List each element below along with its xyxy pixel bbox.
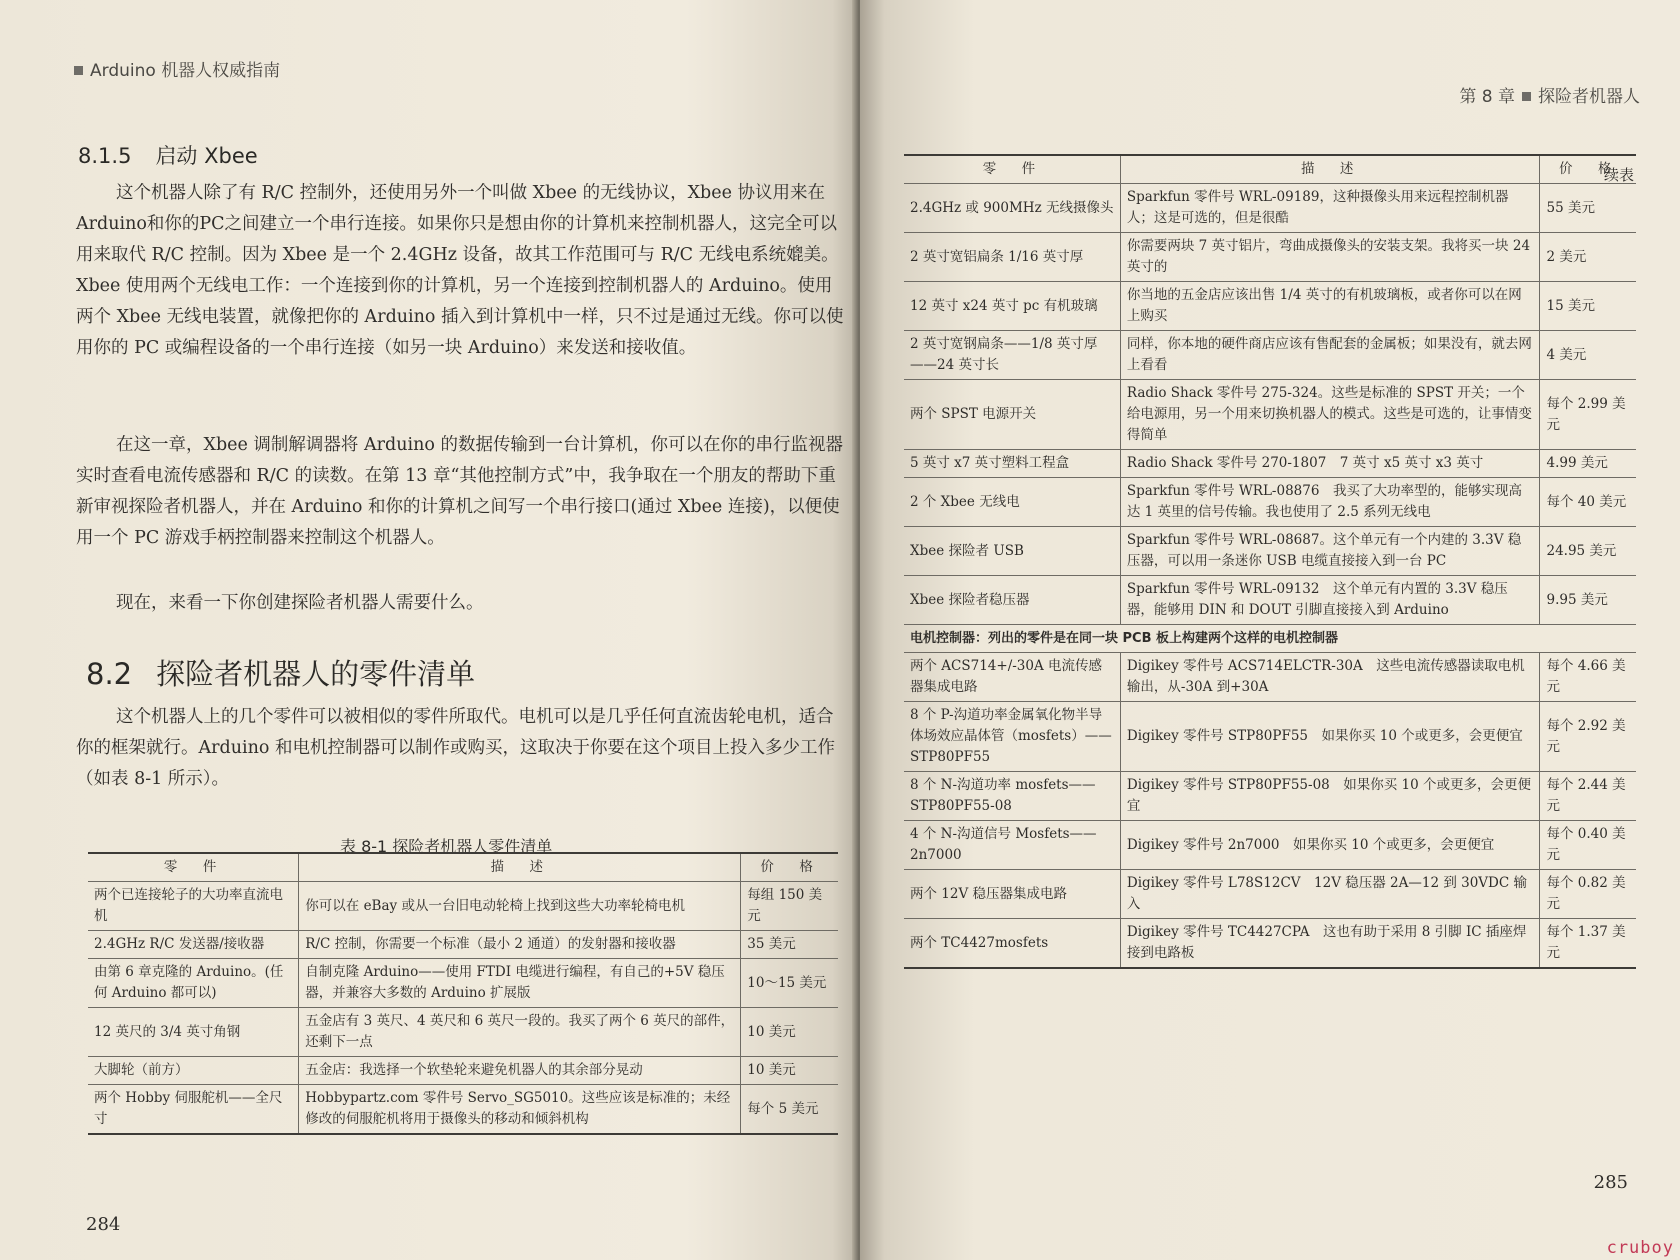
paragraph-parts-intro: 这个机器人上的几个零件可以被相似的零件所取代。电机可以是几乎任何直流齿轮电机，适合你的框架就行。Arduino 和电机控制器可以制作或购买，这取决于你要在这个项目上投入多少工作（如表 8-1 所示）。 [76,707,835,789]
table-row [904,184,1636,233]
table-subheading-row [904,625,1636,653]
page-number-right: 285 [1593,1172,1628,1193]
cell-description: 自制克隆 Arduino——使用 FTDI 电缆进行编程，有自己的+5V 稳压器，并兼容大多数的 Arduino 扩展版 [299,959,741,1008]
watermark: cruboy [1606,1238,1674,1258]
cell-price: 10 美元 [741,1057,838,1085]
cell-description: 五金店有 3 英尺、4 英尺和 6 英尺一段的。我买了两个 6 英尺的部件，还剩下一点 [299,1008,741,1057]
header-price: 价 格 [1540,155,1636,184]
cell-part: Xbee 探险者 USB [904,527,1120,576]
chapter-title: 探险者机器人 [1538,87,1640,107]
section-number: 8.1.5 [78,144,132,168]
cell-part: 两个 12V 稳压器集成电路 [904,870,1120,919]
cell-part: 大脚轮（前方） [88,1057,299,1085]
table-row [88,1008,838,1057]
table-row [904,233,1636,282]
cell-part: 2.4GHz R/C 发送器/接收器 [88,931,299,959]
running-header-left: Arduino 机器人权威指南 [74,56,280,81]
header-price: 价 格 [741,853,838,882]
cell-description: 你需要两块 7 英寸铝片，弯曲成摄像头的安装支架。我将买一块 24 英寸的 [1120,233,1540,282]
cell-price: 每个 1.37 美元 [1540,919,1636,969]
cell-price: 每个 0.40 美元 [1540,821,1636,870]
cell-description: R/C 控制，你需要一个标准（最小 2 通道）的发射器和接收器 [299,931,741,959]
cell-description: Digikey 零件号 L78S12CV 12V 稳压器 2A—12 到 30VDC 输入 [1120,870,1540,919]
table-row [88,882,838,931]
cell-price: 每个 4.66 美元 [1540,653,1636,702]
section-number: 8.2 [86,657,133,691]
continued-label: 续表 [1603,166,1634,184]
table-row [904,380,1636,450]
cell-description: Digikey 零件号 TC4427CPA 这也有助于采用 8 引脚 IC 插座焊接到电路板 [1120,919,1540,969]
cell-part: 两个 Hobby 伺服舵机——全尺寸 [88,1085,299,1135]
table-row [904,870,1636,919]
table-row [904,772,1636,821]
table-row [904,653,1636,702]
cell-price: 4.99 美元 [1540,450,1636,478]
motor-controller-subheading: 电机控制器：列出的零件是在同一块 PCB 板上构建两个这样的电机控制器 [904,625,1636,653]
cell-part: 两个 SPST 电源开关 [904,380,1120,450]
chapter-label: 第 8 章 [1459,87,1515,107]
table-row [88,1085,838,1135]
section-heading-8-1-5 [78,140,258,170]
cell-description: 五金店：我选择一个软垫轮来避免机器人的其余部分晃动 [299,1057,741,1085]
cell-description: 同样，你本地的硬件商店应该有售配套的金属板；如果没有，就去网上看看 [1120,331,1540,380]
table-row [904,821,1636,870]
cell-description: Sparkfun 零件号 WRL-09189，这种摄像头用来远程控制机器人；这是可选的，但是很酷 [1120,184,1540,233]
table-row [904,450,1636,478]
header-part: 零 件 [88,853,299,882]
cell-description: Digikey 零件号 ACS714ELCTR-30A 这些电流传感器读取电机输出，从-30A 到+30A [1120,653,1540,702]
cell-description: Radio Shack 零件号 275-324。这些是标准的 SPST 开关；一个给电源用，另一个用来切换机器人的模式。这些是可选的，让事情变得简单 [1120,380,1540,450]
cell-description: Radio Shack 零件号 270-1807 7 英寸 x5 英寸 x3 英寸 [1120,450,1540,478]
cell-part: 4 个 N-沟道信号 Mosfets——2n7000 [904,821,1120,870]
cell-price: 15 美元 [1540,282,1636,331]
cell-price: 每个 0.82 美元 [1540,870,1636,919]
cell-price: 4 美元 [1540,331,1636,380]
cell-price: 35 美元 [741,931,838,959]
cell-price: 每个 2.92 美元 [1540,702,1636,772]
cell-part: 2 英寸宽钢扁条——1/8 英寸厚——24 英寸长 [904,331,1120,380]
cell-price: 每个 2.99 美元 [1540,380,1636,450]
cell-description: Sparkfun 零件号 WRL-08876 我买了大功率型的，能够实现高达 1 英里的信号传输。我也使用了 2.5 系列无线电 [1120,478,1540,527]
header-description: 描 述 [1120,155,1540,184]
cell-price: 9.95 美元 [1540,576,1636,625]
cell-description: Sparkfun 零件号 WRL-09132 这个单元有内置的 3.3V 稳压器，能够用 DIN 和 DOUT 引脚直接接入到 Arduino [1120,576,1540,625]
cell-price: 24.95 美元 [1540,527,1636,576]
parts-table [88,852,838,1135]
paragraph-xbee-chapter: 在这一章，Xbee 调制解调器将 Arduino 的数据传输到一台计算机，你可以在你的串行监视器实时查看电流传感器和 R/C 的读数。在第 13 章“其他控制方式”中，我争取在一个朋友的帮助下重新审视探险者机器人，并在 Arduino 和你的计算机之间写一个串行接口(通过 Xbee 连接)，以便使用一个 PC 游戏手柄控制器来控制这个机器人。 [76,435,843,548]
table-header-row [904,155,1636,184]
cell-part: 12 英寸 x24 英寸 pc 有机玻璃 [904,282,1120,331]
table-row [904,331,1636,380]
cell-part: 8 个 N-沟道功率 mosfets——STP80PF55-08 [904,772,1120,821]
table-row [904,702,1636,772]
cell-part: 8 个 P-沟道功率金属氧化物半导体场效应晶体管（mosfets）——STP80PF55 [904,702,1120,772]
cell-part: 12 英尺的 3/4 英寸角钢 [88,1008,299,1057]
paragraph-transition: 现在，来看一下你创建探险者机器人需要什么。 [116,593,484,613]
right-page [860,0,1680,1260]
section-heading-8-2 [86,652,475,693]
cell-price: 10 美元 [741,1008,838,1057]
table-title: 表 8-1 探险者机器人零件清单 [340,837,553,856]
parts-table-continued [904,154,1636,969]
cell-part: 两个已连接轮子的大功率直流电机 [88,882,299,931]
header-part: 零 件 [904,155,1120,184]
cell-part: 两个 TC4427mosfets [904,919,1120,969]
table-row [88,1057,838,1085]
cell-price: 每个 5 美元 [741,1085,838,1135]
cell-part: 两个 ACS714+/-30A 电流传感器集成电路 [904,653,1120,702]
cell-part: 5 英寸 x7 英寸塑料工程盒 [904,450,1120,478]
cell-price: 每个 40 美元 [1540,478,1636,527]
cell-price: 每组 150 美元 [741,882,838,931]
cell-description: 你可以在 eBay 或从一台旧电动轮椅上找到这些大功率轮椅电机 [299,882,741,931]
running-header-right [1459,82,1640,107]
table-row [904,576,1636,625]
table-row [904,478,1636,527]
cell-price: 2 美元 [1540,233,1636,282]
cell-description: Hobbypartz.com 零件号 Servo_SG5010。这些应该是标准的；未经修改的伺服舵机将用于摄像头的移动和倾斜机构 [299,1085,741,1135]
paragraph-xbee-intro: 这个机器人除了有 R/C 控制外，还使用另外一个叫做 Xbee 的无线协议，Xbee 协议用来在Arduino和你的PC之间建立一个串行连接。如果你只是想由你的计算机来控制机器人，这完全可以用来取代 R/C 控制。因为 Xbee 是一个 2.4GHz 设备，故其工作范围可与 R/C 无线电系统媲美。Xbee 使用两个无线电工作：一个连接到你的计算机，另一个连接到控制机器人的 Arduino。使用两个 Xbee 无线电装置，就像把你的 Arduino 插入到计算机中一样，只不过是通过无线。你可以使用你的 PC 或编程设备的一个串行连接（如另一块 Arduino）来发送和接收值。 [76,183,844,358]
table-row [904,919,1636,969]
cell-part: 2.4GHz 或 900MHz 无线摄像头 [904,184,1120,233]
cell-description: Digikey 零件号 STP80PF55 如果你买 10 个或更多，会更便宜 [1120,702,1540,772]
section-title: 探险者机器人的零件清单 [156,657,476,691]
cell-description: 你当地的五金店应该出售 1/4 英寸的有机玻璃板，或者你可以在网上购买 [1120,282,1540,331]
table-row [904,527,1636,576]
cell-description: Sparkfun 零件号 WRL-08687。这个单元有一个内建的 3.3V 稳压器，可以用一条迷你 USB 电缆直接接入到一台 PC [1120,527,1540,576]
header-description: 描 述 [299,853,741,882]
cell-part: 2 个 Xbee 无线电 [904,478,1120,527]
cell-price: 10～15 美元 [741,959,838,1008]
square-bullet-icon [1522,92,1531,101]
cell-part: 由第 6 章克隆的 Arduino。(任何 Arduino 都可以) [88,959,299,1008]
square-bullet-icon [74,66,83,75]
section-title: 启动 Xbee [155,144,258,168]
table-row [904,282,1636,331]
cell-part: Xbee 探险者稳压器 [904,576,1120,625]
table-row [88,959,838,1008]
cell-price: 55 美元 [1540,184,1636,233]
cell-price: 每个 2.44 美元 [1540,772,1636,821]
table-row [88,931,838,959]
cell-part: 2 英寸宽铝扁条 1/16 英寸厚 [904,233,1120,282]
cell-description: Digikey 零件号 2n7000 如果你买 10 个或更多，会更便宜 [1120,821,1540,870]
table-header-row [88,853,838,882]
page-number-left: 284 [86,1214,121,1235]
cell-description: Digikey 零件号 STP80PF55-08 如果你买 10 个或更多，会更便宜 [1120,772,1540,821]
